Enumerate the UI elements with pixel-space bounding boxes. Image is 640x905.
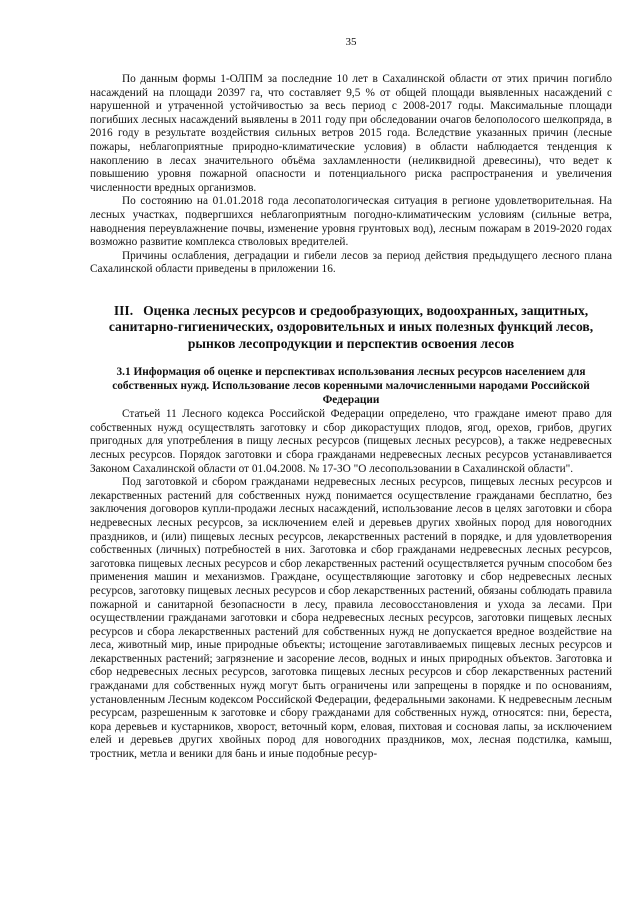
page-number: 35 <box>345 36 357 48</box>
section-heading: 3.1 Информация об оценке и перспективах использования лесных ресурсов населением для собственных нужд. Использование лесов коренными малочисленными народами Российской Федерации <box>112 366 590 406</box>
paragraph-article-11: Статьей 11 Лесного кодекса Российской Федерации определено, что граждане имеют право для собственных нужд осуществлять заготовку и сбор дикорастущих плодов, ягод, орехов, грибов, других пригодных для употребления в пищу лесных ресурсов (пищевых лесных ресурсов), а также недревесных лесных ресурсов. Порядок заготовки и сбора гражданами недревесных лесных ресурсов устанавливается Законом Сахалинской области от 01.04.2008. № 17-ЗО "О лесопользовании в Сахалинской области". <box>90 408 612 475</box>
paragraph-dead-stands: По данным формы 1-ОЛПМ за последние 10 лет в Сахалинской области от этих причин погибло насаждений на площади 20397 га, что составляет 9,5 % от общей площади выявленных насаждений с нарушенной и утраченной устойчивостью за весь период с 2008-2017 годы. Максимальные площади погибших лесных насаждений выявлены в 2011 году при обследовании очагов белополосого шелкопряда, в 2016 году в результате воздействия сильных ветров 2015 года. Вследствие указанных причин (лесные пожары, неблагоприятные природно-климатические условия) в области наблюдается тенденция к накоплению в лесах значительного объёма захламленности (неликвидной древесины), что ведет к повышению уровня пожарной опасности и потенциального риска распространения и увеличения численности вредных организмов. <box>90 73 612 194</box>
paragraph-appendix-reference: Причины ослабления, деградации и гибели лесов за период действия предыдущего лесного плана Сахалинской области приведены в приложении 16. <box>90 249 612 276</box>
chapter-heading <box>90 303 612 353</box>
chapter-title: Оценка лесных ресурсов и средообразующих, водоохранных, защитных, санитарно-гигиенических, оздоровительных и иных полезных функций лесов, рынков лесопродукции и перспектив освоения лесов <box>108 302 594 351</box>
paragraph-forest-pathology: По состоянию на 01.01.2018 года лесопатологическая ситуация в регионе удовлетворительная. На лесных участках, подвергшихся неблагоприятным погодно-климатическим условиям (сильные ветра, наводнения переувлажнение почвы, изменение уровня грунтовых вод), лесным пожарам в 2019-2020 годах возможно развитие комплекса стволовых вредителей. <box>90 195 612 249</box>
paragraph-non-timber-resources: Под заготовкой и сбором гражданами недревесных лесных ресурсов, пищевых лесных ресурсов и лекарственных растений для собственных нужд понимается осуществление гражданами бесплатно, без заключения договоров купли-продажи лесных насаждений, использование лесов в целях заготовки и сбора недревесных лесных ресурсов, за исключением елей и деревьев других хвойных пород для новогодних праздников, и (или) пищевых лесных ресурсов, лекарственных растений в порядке, и для удовлетворения собственных (личных) потребностей в них. Заготовка и сбор гражданами недревесных лесных ресурсов, заготовка пищевых лесных ресурсов и сбор лекарственных растений осуществляется ручным способом без применения машин и механизмов. Граждане, осуществляющие заготовку и сбор недревесных лесных ресурсов, заготовку пищевых лесных ресурсов и сбор лекарственных растений, обязаны соблюдать правила пожарной и санитарной безопасности в лесу, правила лесовосстановления и ухода за лесами. При осуществлении гражданами заготовки и сбора недревесных лесных ресурсов, заготовки пищевых лесных ресурсов и сбора лекарственных растений для собственных нужд не допускается вредное воздействие на леса, животный мир, иные природные объекты; истощение заготавливаемых пищевых лесных ресурсов и лекарственных растений; загрязнение и засорение лесов, водных и иных природных объектов. Заготовка и сбор недревесных лесных ресурсов, заготовка пищевых лесных ресурсов и сбор лекарственных растений гражданами для собственных нужд могут быть ограничены или запрещены в порядке и по основаниям, установленным Лесным кодексом Российской Федерации, федеральными законами. К недревесным лесным ресурсам, разрешенным к заготовке и сбору гражданами для собственных нужд, относятся: пни, береста, кора деревьев и кустарников, хворост, веточный корм, еловая, пихтовая и сосновая лапы, за исключением елей и деревьев других хвойных пород для новогодних праздников, мох, лесная подстилка, камыш, тростник, метла и веники для бань и иные подобные ресур- <box>90 476 612 761</box>
chapter-number: III. <box>113 302 134 318</box>
